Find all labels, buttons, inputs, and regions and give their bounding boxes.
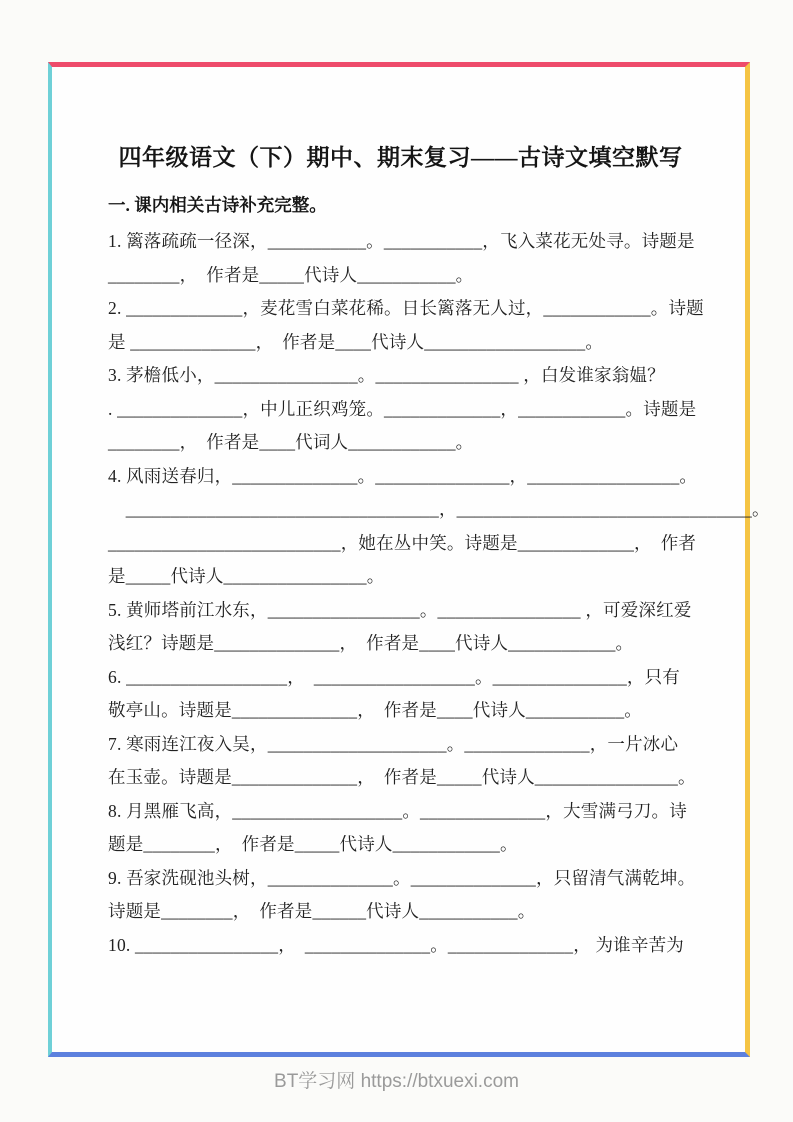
worksheet-content [52, 67, 770, 962]
worksheet-line: 是 ______________， 作者是____代诗人__________________。 [108, 331, 604, 352]
page-title: 四年级语文（下）期中、期末复习——古诗文填空默写 [118, 145, 683, 170]
worksheet-line: ___________________________________，_________________________________。 [108, 499, 770, 519]
worksheet-line: 8. 月黑雁飞高，___________________。______________，大雪满弓刀。诗 [108, 800, 687, 821]
worksheet-line: 浅红？诗题是______________， 作者是____代诗人____________。 [108, 633, 634, 653]
worksheet-body [108, 225, 770, 962]
worksheet-line: 题是________， 作者是_____代诗人____________。 [108, 834, 518, 854]
worksheet-line: ________， 作者是____代词人____________。 [108, 432, 474, 452]
worksheet-line: ________， 作者是_____代诗人___________。 [108, 264, 474, 285]
worksheet-line: 1. 篱落疏疏一径深，___________。___________，飞入菜花无处寻。诗题是 [108, 231, 695, 251]
worksheet-line: 7. 寒雨连江夜入吴，____________________。______________，一片冰心 [108, 733, 679, 754]
watermark-footer [0, 1066, 793, 1093]
footer-site-label: BT学习网 https://btxuexi.com [274, 1071, 519, 1092]
worksheet-line: 6. __________________， __________________。_______________，只有 [108, 666, 680, 687]
worksheet-line: . ______________，中儿正织鸡笼。_____________，____________。诗题是 [108, 398, 697, 419]
worksheet-line: 10. ________________， ______________。______________， 为谁辛苦为 [108, 934, 684, 955]
worksheet-line: 在玉壶。诗题是______________， 作者是_____代诗人________________。 [108, 767, 696, 787]
worksheet-line: 9. 吾家洗砚池头树，______________。______________，只留清气满乾坤。 [108, 867, 696, 888]
worksheet-page [48, 62, 770, 1057]
worksheet-line: __________________________，她在丛中笑。诗题是_____________， 作者 [108, 532, 697, 553]
worksheet-line: 是_____代诗人________________。 [108, 566, 385, 586]
worksheet-line: 敬亭山。诗题是______________， 作者是____代诗人___________。 [108, 700, 642, 720]
worksheet-line: 诗题是________， 作者是______代诗人___________。 [108, 901, 536, 921]
worksheet-line: 2. _____________，麦花雪白菜花稀。日长篱落无人过，____________。诗题 [108, 298, 704, 318]
worksheet-line: 5. 黄师塔前江水东，_________________。________________ ，可爱深红爱 [108, 599, 692, 620]
section-heading: 一. 课内相关古诗补充完整。 [108, 195, 327, 215]
worksheet-line: 4. 风雨送春归，______________。_______________，_________________。 [108, 465, 698, 486]
worksheet-line: 3. 茅檐低小，________________。________________ ，白发谁家翁媪？ [108, 365, 665, 385]
